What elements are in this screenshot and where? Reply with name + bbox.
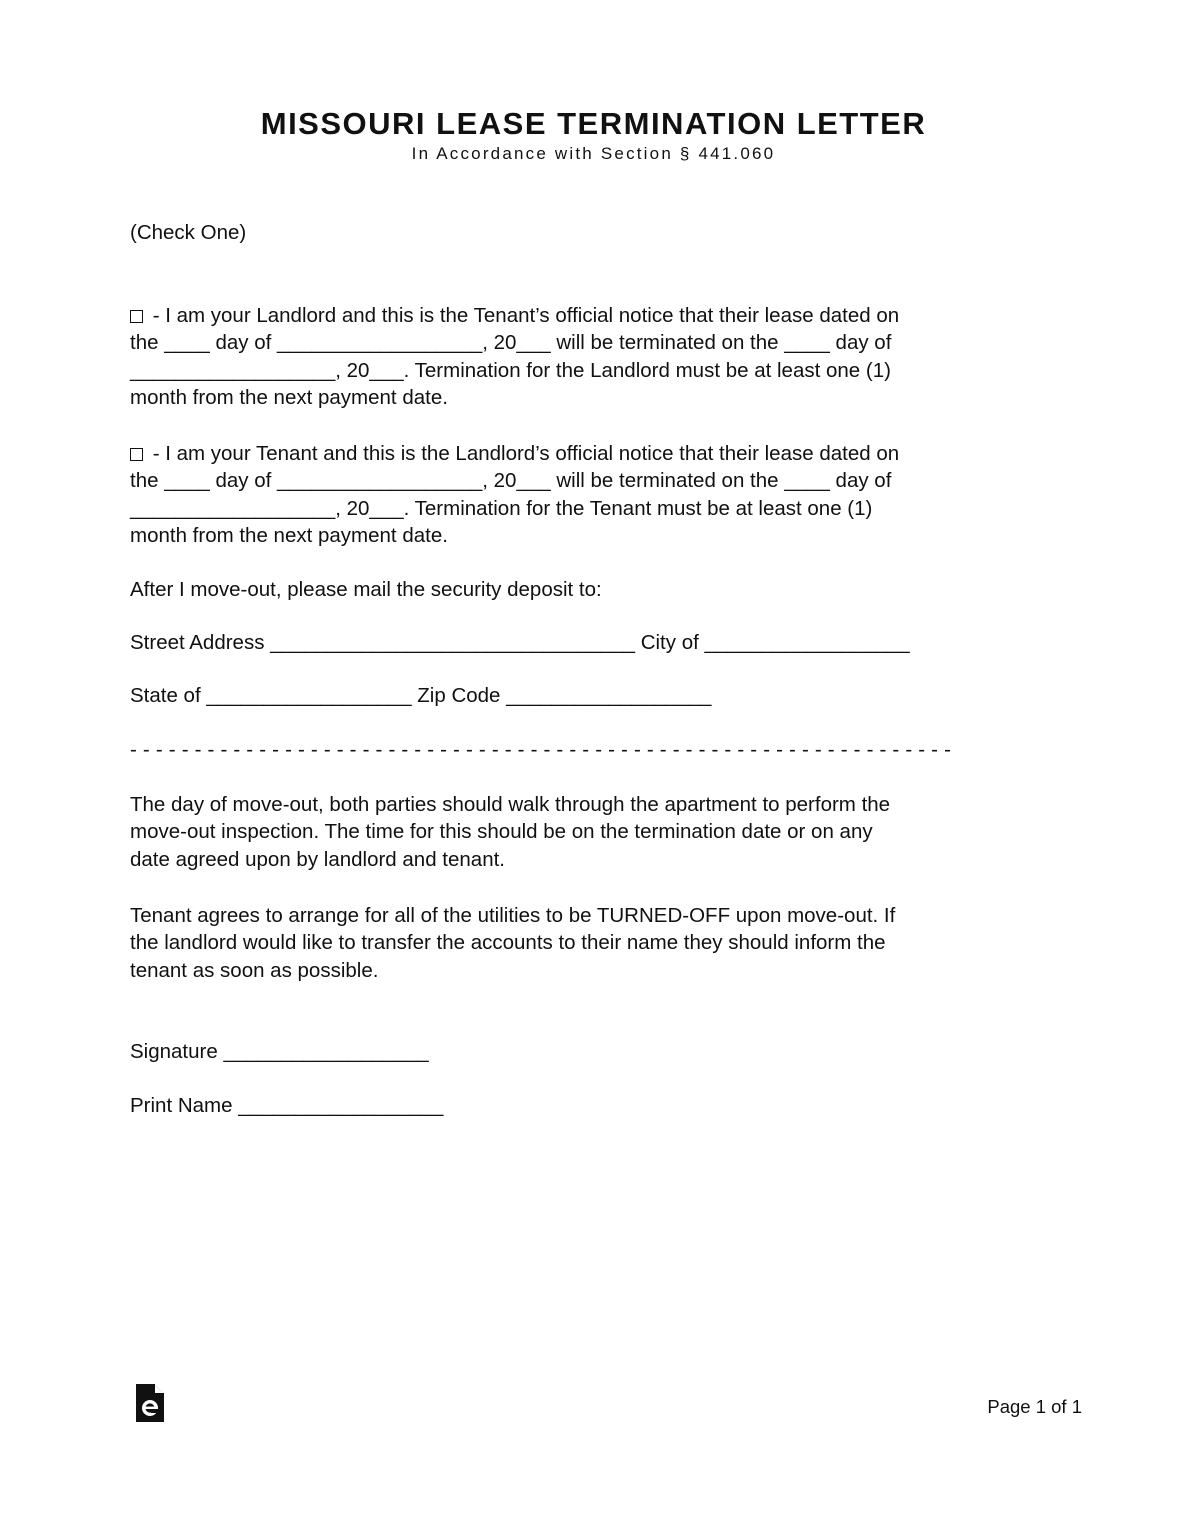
document-subtitle: In Accordance with Section § 441.060 [411, 144, 776, 163]
tenant-option-paragraph [130, 440, 1050, 549]
eforms-logo-icon [136, 1384, 164, 1422]
address-field-line[interactable]: Street Address ________________________________ City of __________________ [130, 631, 910, 654]
landlord-option-line-3: __________________, 20___. Termination for the Landlord must be at least one (1) [130, 358, 891, 382]
print-name-field-line[interactable]: Print Name __________________ [130, 1094, 444, 1117]
inspection-paragraph: The day of move-out, both parties should walk through the apartment to perform the move-out inspection. The time for this should be on the termination date or on any date agreed upon by landlord and tenant. [130, 793, 891, 871]
tenant-option-line-2: the ____ day of __________________, 20___ will be terminated on the ____ day of [130, 469, 892, 493]
document-title: MISSOURI LEASE TERMINATION LETTER [260, 106, 927, 141]
landlord-option-line-4: month from the next payment date. [130, 385, 448, 409]
tenant-option-line-1: - I am your Tenant and this is the Landlord’s official notice that their lease dated on [147, 442, 900, 465]
signature-field-line[interactable]: Signature __________________ [130, 1040, 429, 1063]
tenant-option-line-3: __________________, 20___. Termination for the Tenant must be at least one (1) [130, 496, 873, 520]
tenant-option-line-4: month from the next payment date. [130, 523, 448, 547]
tenant-checkbox-icon[interactable] [130, 448, 143, 461]
landlord-option-line-1: - I am your Landlord and this is the Tenant’s official notice that their lease dated on [147, 304, 900, 327]
landlord-checkbox-icon[interactable] [130, 310, 143, 323]
state-zip-field-line[interactable]: State of __________________ Zip Code __________________ [130, 684, 712, 707]
dashed-separator: - - - - - - - - - - - - - - - - - - - - - - - - - - - - - - - - - - - - - - - - - - - - - - - - - - - - - - - - - - - - - - - - [130, 738, 952, 761]
deposit-intro: After I move-out, please mail the security deposit to: [130, 578, 602, 601]
page-number: Page 1 of 1 [987, 1396, 1082, 1417]
utilities-paragraph: Tenant agrees to arrange for all of the utilities to be TURNED-OFF upon move-out. If the landlord would like to transfer the accounts to their name they should inform the tenant as soon as possible. [130, 904, 896, 982]
check-one-label: (Check One) [130, 221, 247, 244]
landlord-option-paragraph [130, 302, 1050, 411]
landlord-option-line-2: the ____ day of __________________, 20___ will be terminated on the ____ day of [130, 331, 892, 355]
